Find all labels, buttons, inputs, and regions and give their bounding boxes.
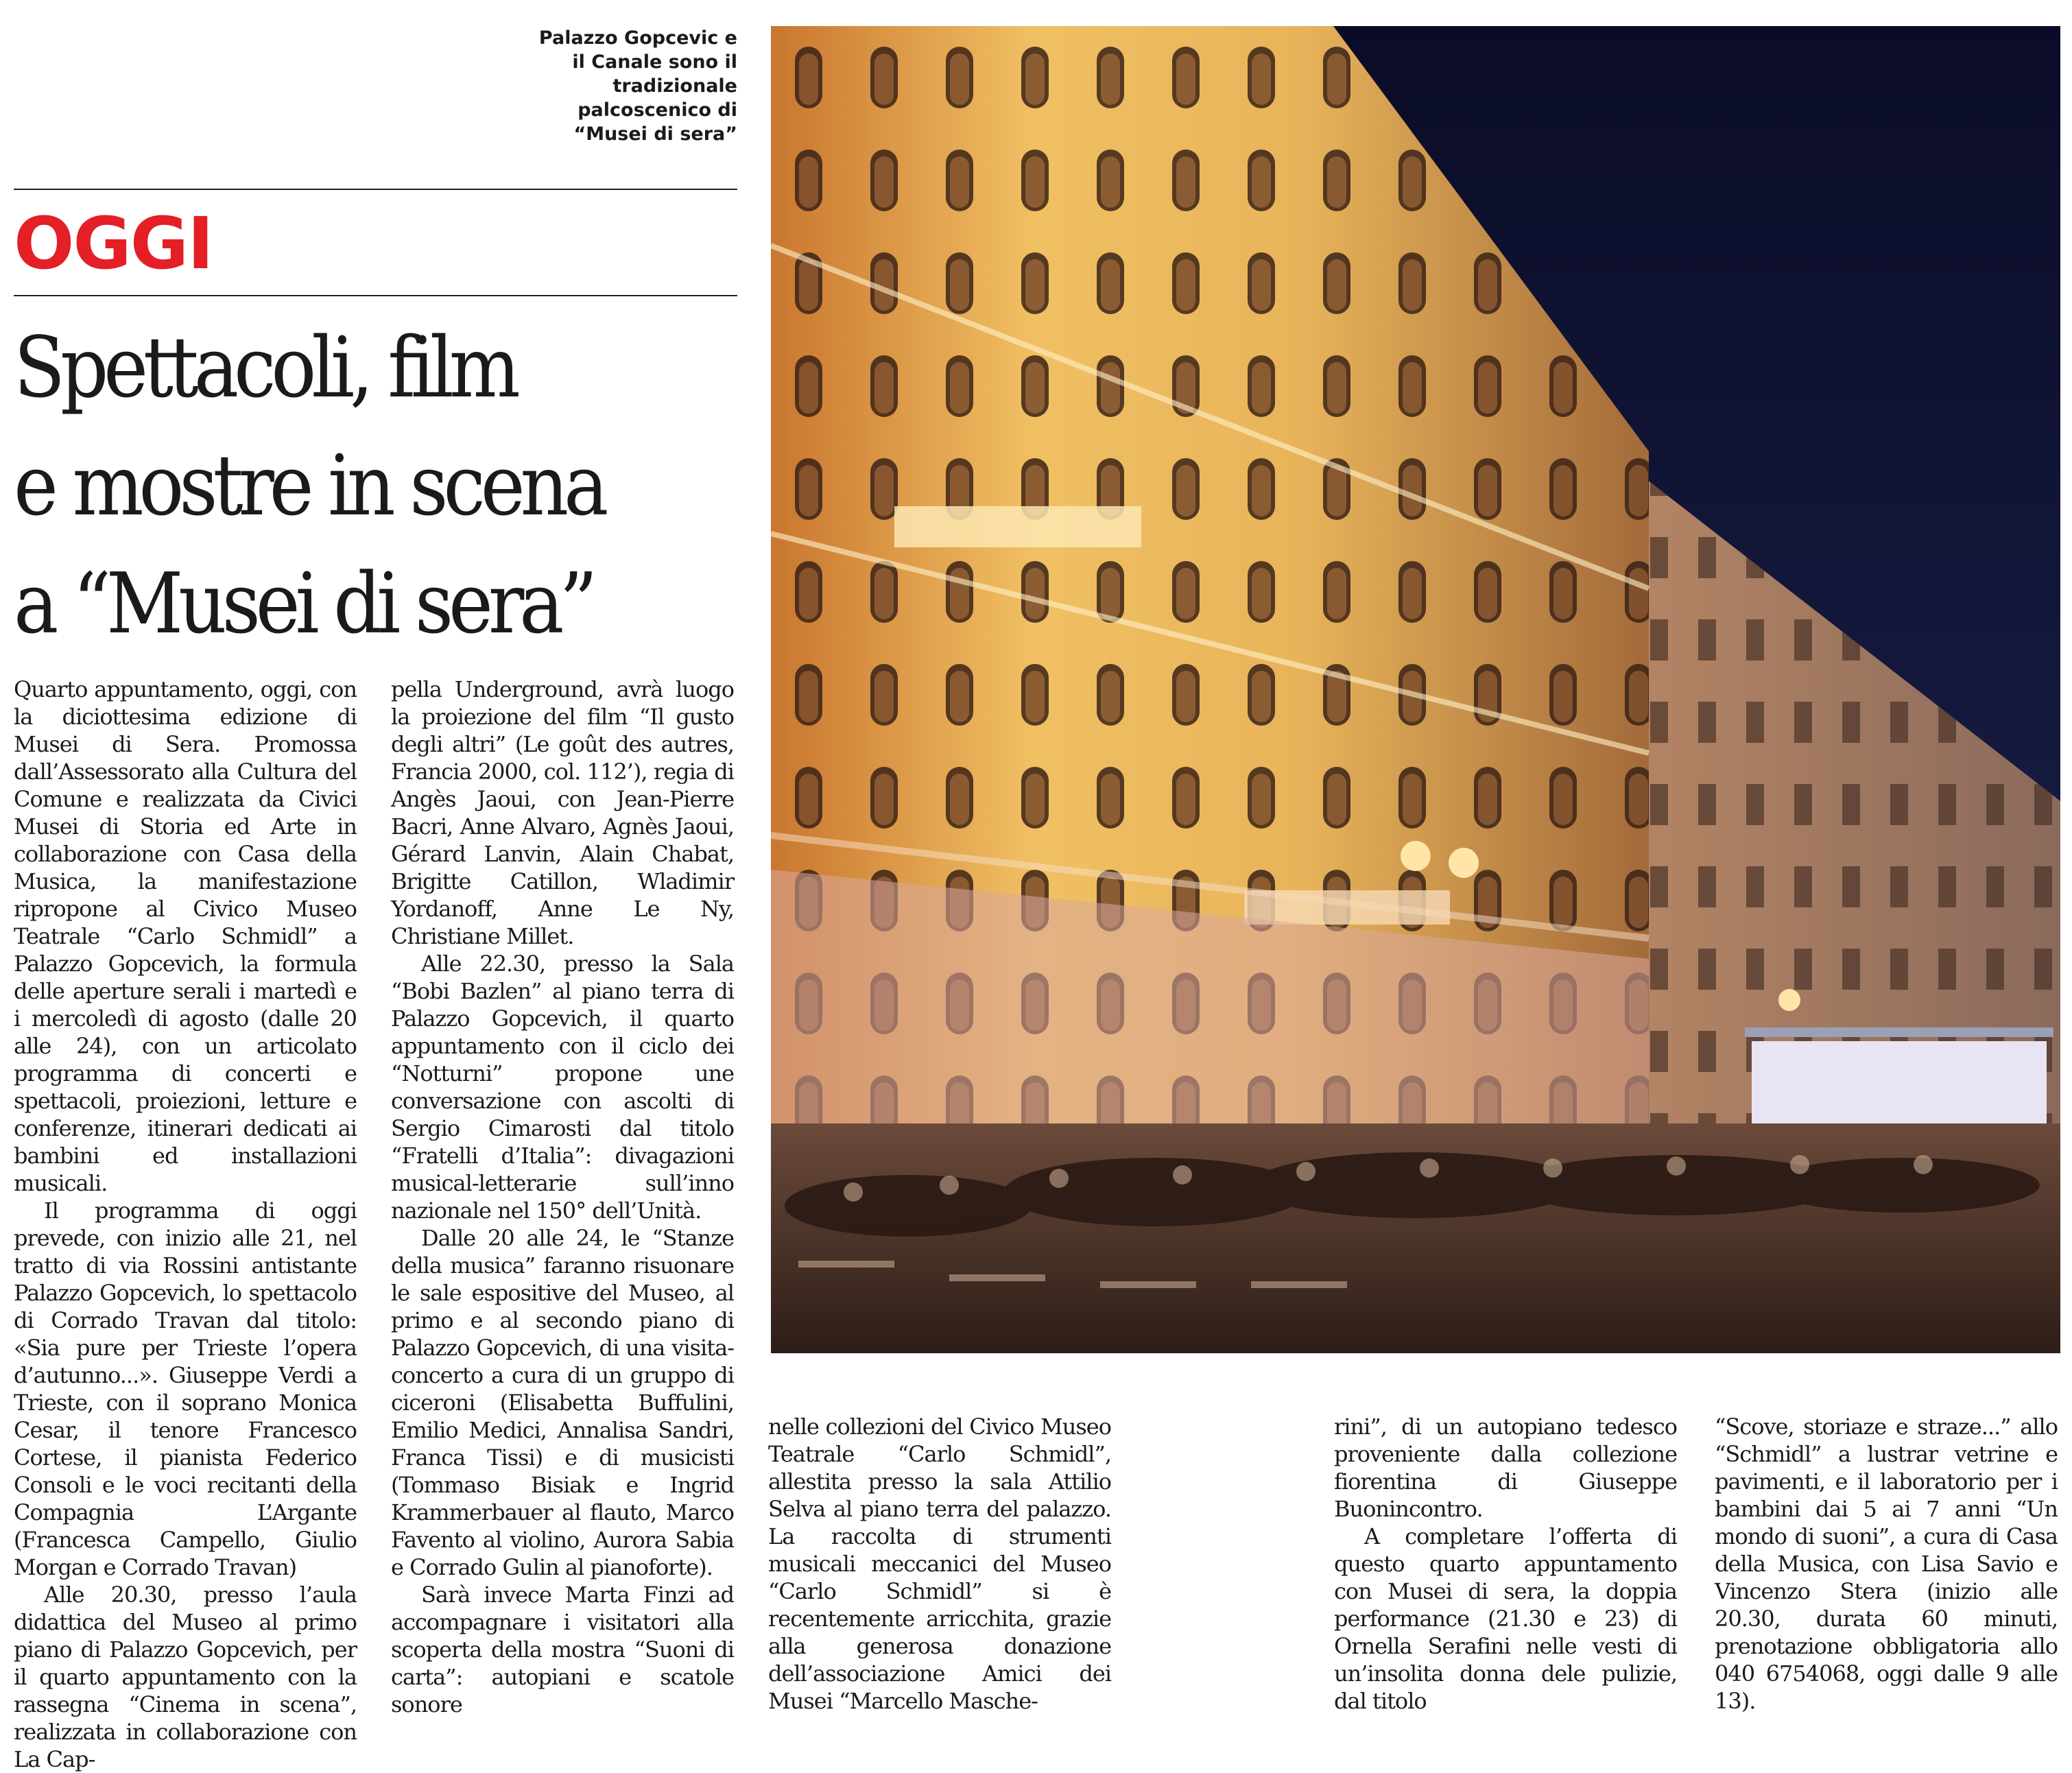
paragraph: Alle 20.30, presso l’aula didattica del Museo al primo piano di Palazzo Gopcevich, per il quarto appuntamento con la rassegna “Cinema in scena”, realizzata in collaborazione con La Cap- <box>14 1582 357 1772</box>
article-column-2 <box>391 676 734 1718</box>
caption-line: palcoscenico di <box>577 99 737 121</box>
paragraph: “Scove, storiaze e straze...” allo “Schmidl” a lustrar vetrine e pavimenti, e il laboratorio per i bambini dai 5 ai 7 anni “Un mondo di suoni”, a cura di Casa della Musica, con Lisa Savio e Vincenzo Stera (inizio alle 20.30, durata 60 minuti, prenotazione obbligatoria allo 040 6754068, oggi dalle 9 alle 13). <box>1715 1414 2058 1714</box>
photo-palazzo-night <box>771 26 2060 1353</box>
paragraph: Il programma di oggi prevede, con inizio alle 21, nel tratto di via Rossini antistante Palazzo Gopcevich, lo spettacolo di Corrado Travan dal titolo: «Sia pure per Trieste l’opera d’autunno...». Giuseppe Verdi a Trieste, con il soprano Monica Cesar, il tenore Francesco Cortese, il pianista Federico Consoli e le voci recitanti della Compagnia L’Argante (Francesca Campello, Giulio Morgan e Corrado Travan) <box>14 1198 357 1580</box>
caption-line: tradizionale <box>612 75 737 97</box>
photo-caption <box>473 26 737 146</box>
kicker-label: OGGI <box>14 202 213 285</box>
headline-line: Spettacoli, film <box>14 319 516 416</box>
paragraph: Quarto appuntamento, oggi, con la diciottesima edizione di Musei di Sera. Promossa dall’Assessorato alla Cultura del Comune e realizzata da Civici Musei di Storia ed Arte in collaborazione con Casa della Musica, la manifestazione ripropone al Civico Museo Teatrale “Carlo Schmidl” a Palazzo Gopcevich, la formula delle aperture serali i martedì e i mercoledì di agosto (dalle 20 alle 24), con un articolato programma di concerti e spettacoli, proiezioni, letture e conferenze, itinerari dedicati ai bambini ed installazioni musicali. <box>14 676 357 1196</box>
headline-line: e mostre in scena <box>14 437 604 534</box>
paragraph: Alle 22.30, presso la Sala “Bobi Bazlen” al piano terra di Palazzo Gopcevich, il quarto appuntamento con il ciclo dei “Notturni” propone une conversazione con ascolti di Sergio Cimarosti dal titolo “Fratelli d’Italia”: divagazioni musical-letterarie sull’inno nazionale nel 150° dell’Unità. <box>391 951 734 1224</box>
top-rule <box>14 189 737 190</box>
headline-line: a “Musei di sera” <box>14 555 593 652</box>
palazzo-illustration <box>771 26 2060 1353</box>
kicker-rule <box>14 295 737 296</box>
article-column-1 <box>14 676 357 1773</box>
article-column-4 <box>1334 1413 1677 1715</box>
caption-line: il Canale sono il <box>572 51 737 73</box>
caption-line: “Musei di sera” <box>573 123 737 145</box>
paragraph: nelle collezioni del Civico Museo Teatrale “Carlo Schmidl”, allestita presso la sala Attilio Selva al piano terra del palazzo. La raccolta di strumenti musicali meccanici del Museo “Carlo Schmidl” si è recentemente arricchita, grazie alla generosa donazione dell’associazione Amici dei Musei “Marcello Masche- <box>768 1414 1111 1714</box>
headline <box>14 309 662 663</box>
paragraph: Sarà invece Marta Finzi ad accompagnare i visitatori alla scoperta della mostra “Suoni di carta”: autopiani e scatole sonore <box>391 1582 734 1717</box>
caption-line: Palazzo Gopcevic e <box>538 27 737 49</box>
paragraph: Dalle 20 alle 24, le “Stanze della musica” faranno risuonare le sale espositive del Museo, al primo e al secondo piano di Palazzo Gopcevich, di una visita-concerto a cura di un gruppo di ciceroni (Elisabetta Buffulini, Emilio Medici, Annalisa Sandri, Franca Tissi) e di musicisti (Tommaso Bisiak e Ingrid Krammerbauer al flauto, Marco Favento al violino, Aurora Sabia e Corrado Gulin al pianoforte). <box>391 1225 734 1580</box>
article-column-3 <box>768 1413 1111 1715</box>
paragraph: A completare l’offerta di questo quarto appuntamento con Musei di sera, la doppia performance (21.30 e 23) di Ornella Serafini nelle vesti di un’insolita donna dele pulizie, dal titolo <box>1334 1523 1677 1714</box>
article-column-5 <box>1715 1413 2058 1715</box>
paragraph: pella Underground, avrà luogo la proiezione del film “Il gusto degli altri” (Le goût des autres, Francia 2000, col. 112’), regia di Angès Jaoui, con Jean-Pierre Bacri, Anne Alvaro, Agnès Jaoui, Gérard Lanvin, Alain Chabat, Brigitte Catillon, Wladimir Yordanoff, Anne Le Ny, Christiane Millet. <box>391 676 734 949</box>
paragraph: rini”, di un autopiano tedesco proveniente dalla collezione fiorentina di Giuseppe Buonincontro. <box>1334 1414 1677 1522</box>
